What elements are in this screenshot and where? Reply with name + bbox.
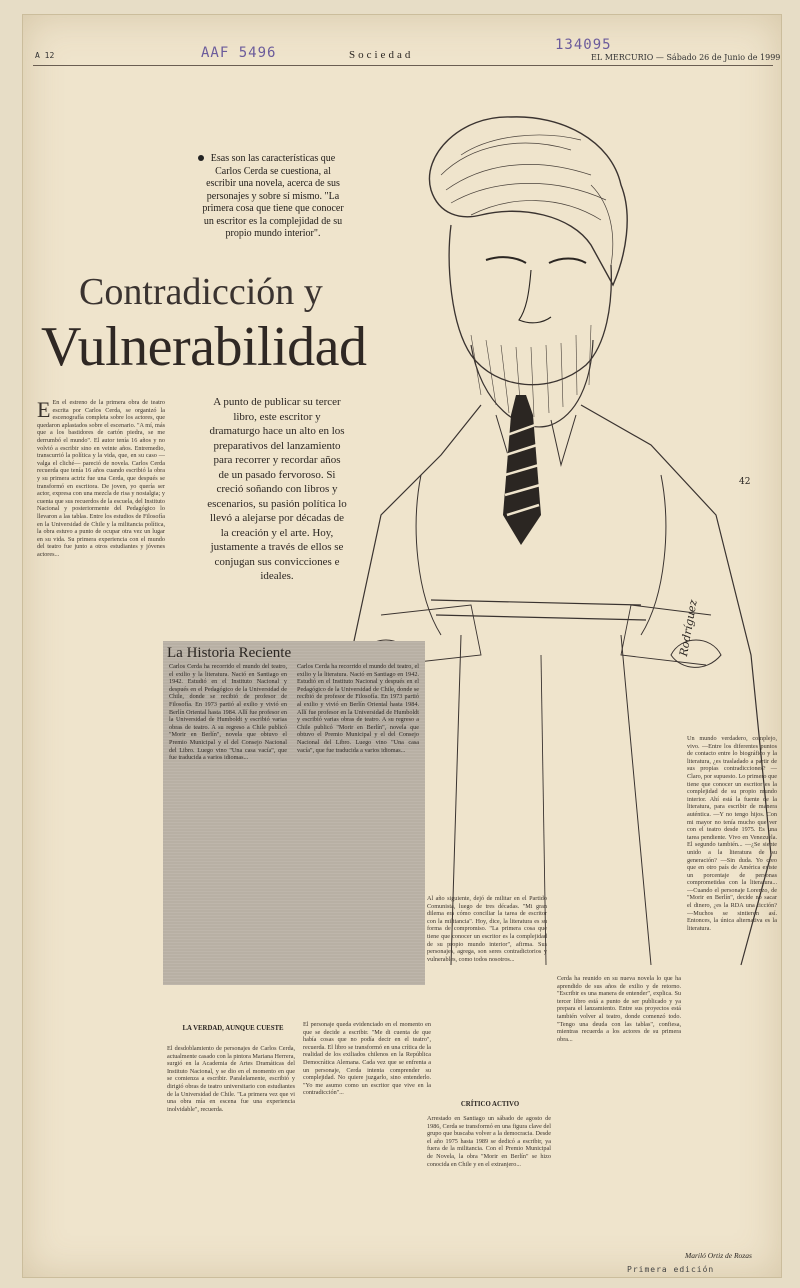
pull-quote: Esas son las características que Carlos Cerda se cuestiona, al escribir una novela, acerca de sus personajes y sobre sí mismo. "La primera cosa que tiene que conocer un escritor es la complejidad de su propio mundo interior".: [202, 153, 344, 239]
lead-paragraph: A punto de publicar su tercer libro, este escritor y dramaturgo hace un alto en los preparativos del lanzamiento para recorrer y recordar años de un pasado fervoroso. Si creció soñando con libros y escenarios, su pasión política lo llevó a alejarse por décadas de la creación y el arte. Hoy, justamente a través de ellos se conjugan sus convicciones e ideales.: [207, 396, 347, 582]
archive-stamp-left: AAF 5496: [201, 45, 277, 61]
subhead-verdad: LA VERDAD, AUNQUE CUESTE: [182, 1025, 284, 1032]
newspaper-page: [22, 14, 782, 1278]
headline-line2: Vulnerabilidad: [41, 316, 367, 378]
body-column-5: Cerda ha reunido en su nueva novela lo que ha aprendido de sus años de exilio y de retorno. "Escribir es una manera de entender", explica. Su tercer libro está a punto de ser publicado y ya prepara el lanzamiento. Entre sus proyectos está también volver al teatro, donde comenzó todo. "Tengo una deuda con las tablas", confiesa, mientras recuerda a los actores de su primera obra...: [557, 975, 681, 1043]
sidebar-text-col1: Carlos Cerda ha recorrido el mundo del teatro, el exilio y la literatura. Nació en Santiago en 1942. Estudió en el Instituto Nacional y después en el Pedagógico de la Universidad de Chile, donde se recibió de profesor de Filosofía. En 1973 partió al exilio y vivió en Berlín Oriental hasta 1984. Allí fue profesor en la Universidad de Humboldt y escribió varias obras de teatro. A su regreso a Chile publicó "Morir en Berlín", novela que obtuvo el Premio Municipal y el del Consejo Nacional del Libro. Luego vino "Una casa vacía", que fue traducida a varios idiomas...: [169, 663, 287, 762]
footer-annotation: Primera edición: [627, 1265, 715, 1274]
archive-stamp-right: 134095: [555, 37, 612, 53]
headline-line1: Contradicción y: [79, 271, 323, 313]
artist-signature: Rodríguez: [677, 598, 700, 658]
subhead-critico: CRÍTICO ACTIVO: [460, 1101, 520, 1108]
column-1-text: En el estreno de la primera obra de teatro escrita por Carlos Cerda, se organizó la escenografía completa sobre los actores, que quedaron aplastados sobre el escenario. "A mí, más que a los bastidores de cartón piedra, se me derrumbó el mundo". El autor tenía 16 años y no volvió a escribir sino en veinte años. Entremedio, transcurrió la política y la vida, que, en su caso —valga el cliché— pareció de novela. Carlos Cerda recuerda que tenía 16 años cuando escribió la obra y su primera actriz fue una Cerda, que después se transformó en escritora. De joven, yo quería ser actor, expresa con una mezcla de risa y nostalgia; y cuenta que sus recuerdos de la escuela, del Instituto Nacional y posteriormente del Pedagógico lo llevaron a las tablas. Entre los estudios de Filosofía en la Universidad de Chile y la militancia política, la obra estuvo a punto de ocupar otra vez un lugar en su vida. Su primera experiencia con el mundo del teatro fue junto a otros estudiantes y jóvenes actores...: [37, 399, 165, 558]
section-title: Sociedad: [349, 49, 414, 61]
body-column-4: Al año siguiente, dejó de militar en el Partido Comunista, luego de tres décadas. "Mi gran dilema era cómo conciliar la tarea de escritor con la militancia". Hoy, dice, la literatura es su forma de compromiso. "La primera cosa que tiene que conocer un escritor es la complejidad de su propio mundo interior", afirma. Sus personajes, agrega, son seres contradictorios y vulnerables, como todos nosotros...: [427, 895, 547, 963]
body-column-6: Un mundo verdadero, complejo, vivo. —Entre los diferentes puntos de contacto entre lo biográfico y la literatura, ¿es trasladado a partir de sus propias contradicciones? —Claro, por supuesto. Lo primero que tiene que conocer un escritor es la complejidad de su propio mundo interior. Ahí está la fuente de la literatura, para escribir de manera auténtica. —Y no tengo hijos. Con mi mayor no tenía mucho que ver con el teatro desde 1975. Es una tarea pendiente. Vivo en Venezuela. El segundo también... —¿Se siente unido a la literatura de su generación? —Sin duda. Yo creo que en otro país de América existe un porcentaje de personas comprometidas con la literatura... —Cuando el personaje Lorenzo, de "Morir en Berlín", decide no sacar el dinero, ¿es la RDA una ficción? —Muchos se sintieron así. Entonces, la única alternativa es la literatura.: [687, 735, 777, 932]
page-mark: 42: [739, 477, 751, 487]
body-column-2: El desdoblamiento de personajes de Carlos Cerda, actualmente casado con la pintora Mariana Herrera, surgió en la Academia de Artes Dramáticas del Instituto Nacional, y se dio en el momento en que se comienza a escribir. Paralelamente, escribió y dirigió obras de teatro universitario con estudiantes de la Universidad de Chile. "La primera vez que vi una obra mía en escena fue una experiencia inolvidable", recuerda.: [167, 1045, 295, 1113]
masthead-date: EL MERCURIO — Sábado 26 de Junio de 1999: [591, 53, 781, 62]
header-rule: [33, 65, 773, 66]
page-number: A 12: [35, 51, 55, 60]
critico-text: Arrestado en Santiago un sábado de agosto de 1986, Cerda se transformó en una figura clave del grupo que buscaba volver a la democracia. Desde el año 1975 hasta 1989 se dedicó a escribir, ya fuera de la militancia. Con el Premio Municipal de Novela, la obra "Morir en Berlín" se hizo conocida en Chile y en el extranjero...: [427, 1115, 551, 1168]
body-column-1: [37, 399, 165, 1115]
byline: Mariló Ortiz de Rozas: [685, 1251, 752, 1260]
sidebar-title: La Historia Reciente: [167, 645, 292, 661]
body-column-3: El personaje queda evidenciado en el momento en que se decide a escribir. "Me di cuenta de que había cosas que no podía decir en el teatro", recuerda. El libro se transformó en una crítica de la realidad de los exiliados chilenos en la República Democrática Alemana. Cada vez que se enfrenta a un personaje, Cerda intenta comprender su complejidad. No quiere juzgarlo, sino entenderlo. "Yo me asumo como un escritor que vive en la contradicción"...: [303, 1021, 431, 1097]
drop-cap: E: [37, 399, 51, 422]
sidebar-text-col2: Carlos Cerda ha recorrido el mundo del teatro, el exilio y la literatura. Nació en Santiago en 1942. Estudió en el Instituto Nacional y después en el Pedagógico de la Universidad de Chile, donde se recibió de profesor de Filosofía. En 1973 partió al exilio y vivió en Berlín Oriental hasta 1984. Allí fue profesor en la Universidad de Humboldt y escribió varias obras de teatro. A su regreso a Chile publicó "Morir en Berlín", novela que obtuvo el Premio Municipal y el del Consejo Nacional del Libro. Luego vino "Una casa vacía", que fue traducida a varios idiomas...: [297, 663, 419, 754]
sidebar-box: [163, 641, 425, 985]
